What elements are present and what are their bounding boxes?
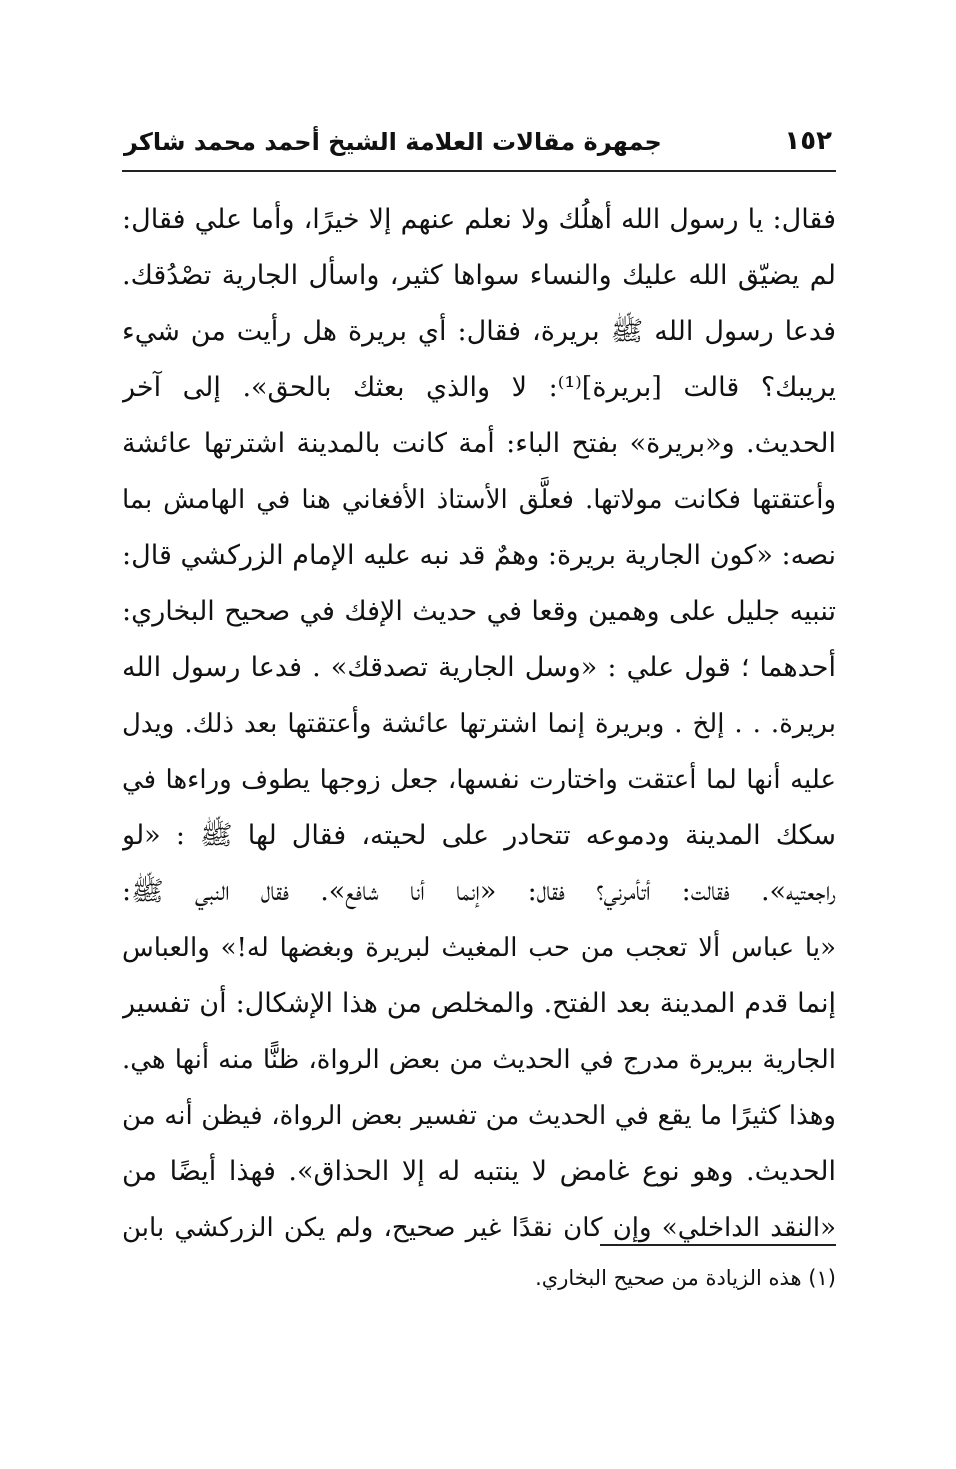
text-line: فقال: يا رسول الله أهلُك ولا نعلم عنهم إلا خيرًا، وأما علي فقال: xyxy=(122,204,836,235)
text-line: «النقد الداخلي» وإن كان نقدًا غير صحيح، ولم يكن الزركشي بابن xyxy=(122,1213,836,1243)
footnote: (١) هذه الزيادة من صحيح البخاري. xyxy=(535,1266,836,1290)
text-line: نصه: «كون الجارية بريرة: وهمٌ قد نبه عليه الإمام الزركشي قال: xyxy=(122,540,836,571)
text-line: عليه أنها لما أعتقت واختارت نفسها، جعل زوجها يطوف وراءها في xyxy=(122,765,836,795)
text-line: وأعتقتها فكانت مولاتها. فعلَّق الأستاذ الأفغاني هنا في الهامش بما xyxy=(122,485,836,515)
text-line: «يا عباس ألا تعجب من حب المغيث لبريرة وبغضها له!» والعباس xyxy=(122,933,836,963)
text-line: الحديث. و«بريرة» بفتح الباء: أمة كانت بالمدينة اشترتها عائشة xyxy=(122,428,836,459)
footnote-divider xyxy=(600,1244,836,1246)
text-line: فدعا رسول الله ﷺ بريرة، فقال: أي بريرة هل رأيت من شيء xyxy=(122,316,836,347)
text-line: لم يضيّق الله عليك والنساء سواها كثير، واسأل الجارية تصْدُقك. xyxy=(122,260,836,291)
text-line: الحديث. وهو نوع غامض لا ينتبه له إلا الحذاق». فهذا أيضًا من xyxy=(122,1156,836,1187)
running-title: جمهرة مقالات العلامة الشيخ أحمد محمد شاكر xyxy=(124,128,662,156)
text-line: إنما قدم المدينة بعد الفتح. والمخلص من هذا الإشكال: أن تفسير xyxy=(122,988,836,1019)
text-line: أحدهما ؛ قول علي : «وسل الجارية تصدقك» . فدعا رسول الله xyxy=(122,652,836,683)
text-line: سكك المدينة ودموعه تتحادر على لحيته، فقال لها ﷺ : «لو xyxy=(122,820,836,851)
text-line: تنبيه جليل على وهمين وقعا في حديث الإفك في صحيح البخاري: xyxy=(122,596,836,627)
page-header xyxy=(122,118,836,172)
text-line: الجارية ببريرة مدرج في الحديث من بعض الرواة، ظنًّا منه أنها هي. xyxy=(122,1045,836,1075)
page-number: ١٥٢ xyxy=(784,126,832,156)
text-line: بريرة. . . إلخ . وبريرة إنما اشترتها عائشة وأعتقتها بعد ذلك. ويدل xyxy=(122,709,836,739)
text-line: يريبك؟ قالت [بريرة]⁽¹⁾: لا والذي بعثك بالحق». إلى آخر xyxy=(122,372,836,403)
text-line: راجعتيه». فقالت: أتأمرني؟ فقال: «إنما أنا شافع». فقال النبي ﷺ: xyxy=(122,876,836,907)
text-line: وهذا كثيرًا ما يقع في الحديث من تفسير بعض الرواة، فيظن أنه من xyxy=(122,1101,836,1131)
body-text xyxy=(122,192,836,1256)
